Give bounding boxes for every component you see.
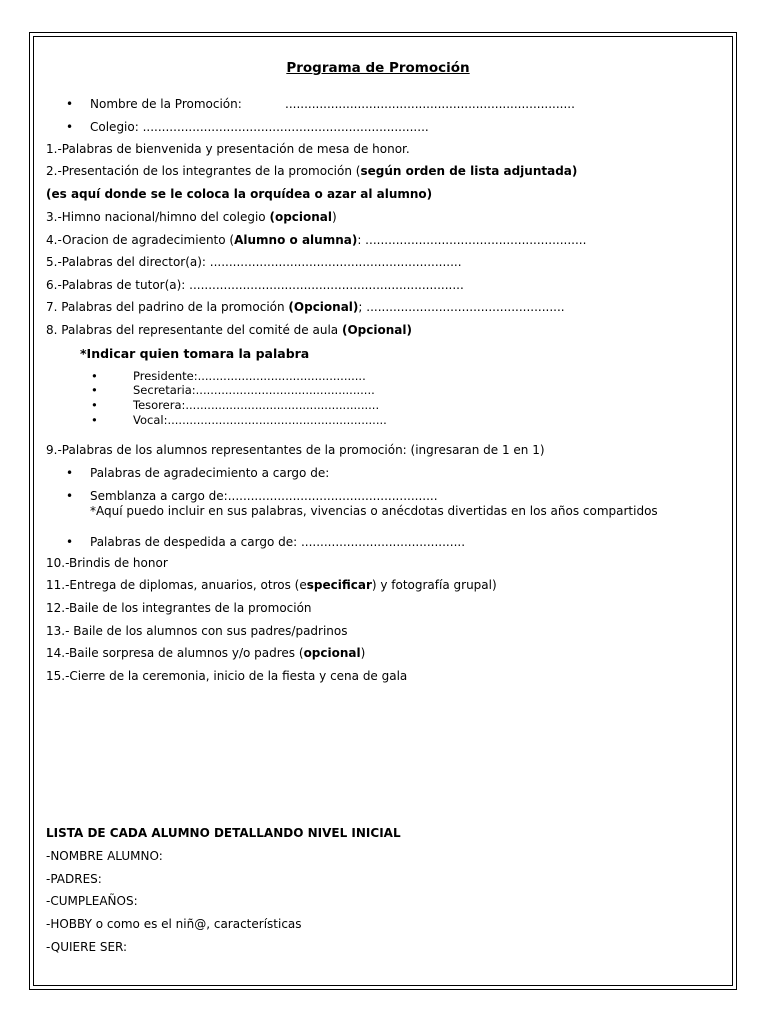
bullet-colegio — [90, 120, 429, 135]
item-8-text: 8. Palabras del representante del comité de aula — [46, 323, 342, 337]
item-14-text: 14.-Baile sorpresa de alumnos y/o padres ( — [46, 646, 304, 660]
fill-dots: ............................................................................ — [285, 97, 575, 111]
bullet-nombre-promocion — [90, 97, 575, 112]
bullet-agradecimiento: • Palabras de agradecimiento a cargo de: — [90, 466, 329, 481]
item-10: 10.-Brindis de honor — [46, 556, 168, 570]
item-11-end: ) y fotografía grupal) — [371, 578, 497, 592]
role-secretaria: • Secretaria:................................................. — [133, 383, 375, 397]
item-4 — [46, 233, 586, 248]
item-15: 15.-Cierre de la ceremonia, inicio de la fiesta y cena de gala — [46, 669, 408, 683]
item-11-bold: specificar — [306, 578, 372, 592]
item-3-end: ) — [332, 210, 337, 224]
item-2 — [46, 164, 577, 179]
item-4-text: 4.-Oracion de agradecimiento ( — [46, 233, 235, 247]
item-4-bold: Alumno o alumna) — [234, 233, 358, 247]
item-3-bold: (opcional — [269, 210, 333, 224]
indicar-note: *Indicar quien tomara la palabra — [80, 346, 310, 361]
item-2-note: (es aquí donde se le coloca la orquídea o azar al alumno) — [46, 187, 433, 201]
item-13: 13.- Baile de los alumnos con sus padres/padrinos — [46, 624, 348, 638]
item-6: 6.-Palabras de tutor(a): ........................................................................ — [46, 278, 464, 292]
item-2-bold: según orden de lista adjuntada) — [360, 164, 578, 178]
item-9: 9.-Palabras de los alumnos representantes de la promoción: (ingresaran de 1 en 1) — [46, 443, 545, 457]
item-7 — [46, 300, 565, 315]
lista-field-hobby: -HOBBY o como es el niñ@, características — [46, 917, 302, 931]
item-14-end: ) — [360, 646, 366, 660]
item-3 — [46, 210, 337, 225]
item-4-dots: : .......................................................... — [357, 233, 587, 247]
document-title: Programa de Promoción — [286, 60, 470, 76]
lista-field-cumpleanos: -CUMPLEAÑOS: — [46, 894, 138, 908]
lista-field-quiere-ser: -QUIERE SER: — [46, 940, 128, 954]
item-7-text: 7. Palabras del padrino de la promoción — [46, 300, 289, 314]
item-14-bold: opcional — [303, 646, 361, 660]
lista-field-nombre: -NOMBRE ALUMNO: — [46, 849, 163, 863]
lista-heading: LISTA DE CADA ALUMNO DETALLANDO NIVEL INICIAL — [46, 826, 401, 840]
item-5: 5.-Palabras del director(a): .................................................................. — [46, 255, 462, 269]
lista-field-padres: -PADRES: — [46, 872, 102, 886]
item-11 — [46, 578, 497, 593]
item-2-text: 2.-Presentación de los integrantes de la promoción ( — [46, 164, 361, 178]
role-presidente: • Presidente:.............................................. — [133, 369, 366, 383]
item-1: 1.-Palabras de bienvenida y presentación de mesa de honor. — [46, 142, 410, 156]
label: Colegio: — [90, 120, 139, 134]
fill-dots: ........................................................................... — [142, 120, 429, 134]
item-8-bold: (Opcional) — [341, 323, 412, 337]
semblanza-note: *Aquí puedo incluir en sus palabras, vivencias o anécdotas divertidas en los años compartidos — [90, 504, 658, 518]
item-3-text: 3.-Himno nacional/himno del colegio — [46, 210, 270, 224]
bullet-semblanza: • Semblanza a cargo de:....................................................... — [90, 489, 438, 504]
item-8 — [46, 323, 412, 338]
item-11-text: 11.-Entrega de diplomas, anuarios, otros (e — [46, 578, 307, 592]
role-tesorera: • Tesorera:..................................................... — [133, 398, 379, 412]
item-12: 12.-Baile de los integrantes de la promoción — [46, 601, 312, 615]
label: Nombre de la Promoción: — [90, 97, 242, 111]
item-7-bold: (Opcional) — [288, 300, 359, 314]
item-7-dots: ; .................................................... — [358, 300, 565, 314]
item-14 — [46, 646, 365, 661]
role-vocal: • Vocal:............................................................ — [133, 413, 387, 427]
bullet-despedida: • Palabras de despedida a cargo de: ........................................... — [90, 535, 465, 550]
